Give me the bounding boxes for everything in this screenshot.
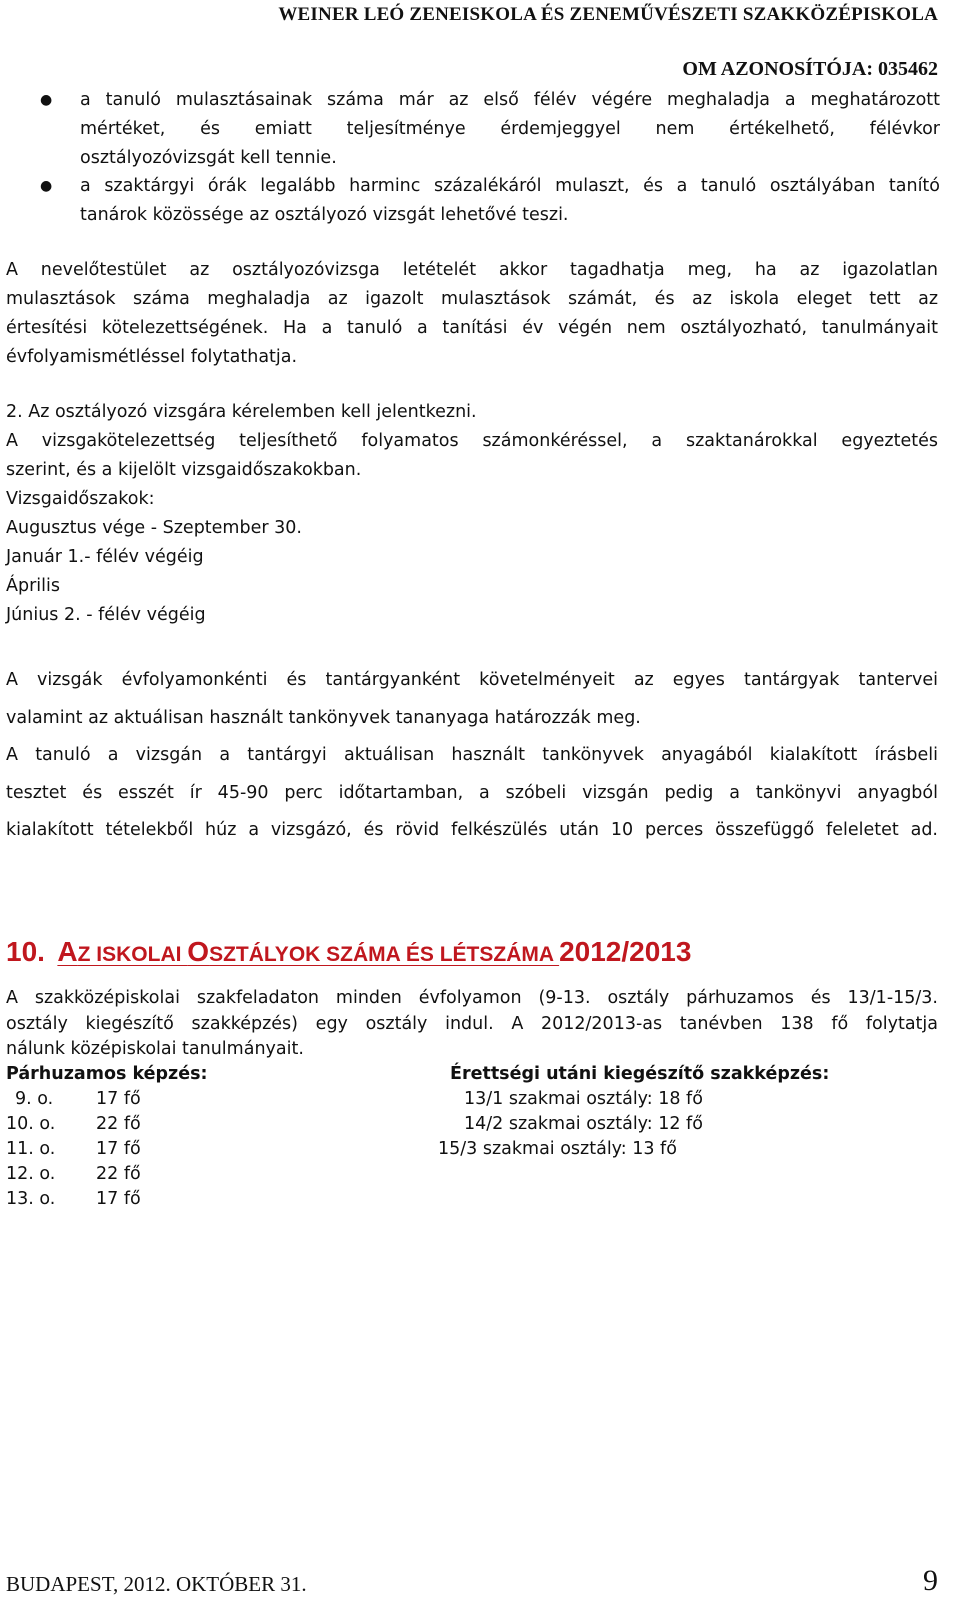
bullet-marker: ● [40,92,53,108]
bullet-line: mértéket, és emiatt teljesítménye érdemjeggyel nem értékelhető, félévkor [80,119,940,139]
class-row [6,1162,208,1187]
bullet-line: osztályozóvizsgát kell tennie. [80,148,337,168]
class-code: 11. o. [6,1139,56,1159]
footer-place-date: BUDAPEST, 2012. OKTÓBER 31. [6,1572,307,1596]
parallel-training-list [6,1062,208,1212]
school-name-header: WEINER LEÓ ZENEISKOLA ÉS ZENEMŰVÉSZETI SZAKKÖZÉPISKOLA [278,4,938,25]
class-code: 9. o. [15,1089,54,1109]
class-count: 22 fő [96,1114,141,1134]
period-item: Június 2. - félév végéig [6,605,206,625]
class-row [6,1137,208,1162]
text-line: A tanuló a vizsgán a tantárgyi aktuálisan használt tankönyvek anyagából kialakított írásbeli [6,745,938,765]
class-code: 12. o. [6,1164,56,1184]
text-line: osztály kiegészítő szakképzés) egy osztály indul. A 2012/2013-as tanévben 138 fő folytatja [6,1013,938,1034]
class-code: 10. o. [6,1114,56,1134]
title-part: O [187,936,210,967]
period-item: Augusztus vége - Szeptember 30. [6,518,302,538]
bullet-line: a tanuló mulasztásainak száma már az első félév végére meghaladja a meghatározott [80,90,940,110]
point-2-heading: 2. Az osztályozó vizsgára kérelemben kell jelentkezni. [6,402,477,422]
section-10-intro [6,986,938,1063]
section-number: 10. [6,936,45,967]
om-id-header: OM AZONOSÍTÓJA: 035462 [682,58,938,80]
text-line: nálunk középiskolai tanulmányait. [6,1039,304,1059]
text-line: A vizsgakötelezettség teljesíthető folyamatos számonkéréssel, a szaktanárokkal egyeztetés [6,431,938,451]
class-count: 17 fő [96,1089,141,1109]
periods-label: Vizsgaidőszakok: [6,489,155,509]
text-line: A vizsgák évfolyamonkénti és tantárgyanként követelményeit az egyes tantárgyak tantervei [6,670,938,690]
class-row [6,1187,208,1212]
bullet-marker: ● [40,178,53,194]
supplementary-training-list [438,1062,830,1162]
bullet-item-1 [80,86,940,173]
class-count: 17 fő [96,1189,141,1209]
bullet-line: tanárok közössége az osztályozó vizsgát lehetővé teszi. [80,205,569,225]
class-row [6,1112,208,1137]
text-line: valamint az aktuálisan használt tankönyvek tananyaga határozzák meg. [6,707,641,728]
supplementary-row: 13/1 szakmai osztály: 18 fő [464,1089,703,1109]
text-line: A nevelőtestület az osztályozóvizsga letételét akkor tagadhatja meg, ha az igazolatlan [6,260,938,280]
section-10-title [6,936,691,968]
text-line: szerint, és a kijelölt vizsgaidőszakokban. [6,460,362,480]
period-item: Január 1.- félév végéig [6,547,204,567]
class-count: 17 fő [96,1139,141,1159]
title-part: A [57,936,78,967]
text-line: kialakított tételekből húz a vizsgázó, és rövid felkészülés után 10 perces összefüggő feleletet ad. [6,820,938,840]
text-line: évfolyamismétléssel folytathatja. [6,347,298,367]
title-part: SZTÁLYOK SZÁMA ÉS LÉTSZÁMA [209,943,560,966]
text-line: A szakközépiskolai szakfeladaton minden évfolyamon (9-13. osztály párhuzamos és 13/1-15/3. [6,988,938,1008]
class-row [6,1087,208,1112]
paragraph-requirements [6,662,938,850]
point-2-section [6,398,938,630]
period-item: Április [6,576,60,596]
supplementary-row: 14/2 szakmai osztály: 12 fő [464,1114,703,1134]
text-line: tesztet és esszét ír 45-90 perc időtartamban, a szóbeli vizsgán pedig a tankönyvi anyagból [6,782,938,803]
bullet-line: a szaktárgyi órák legalább harminc százalékáról mulaszt, és a tanuló osztályában tanító [80,176,940,196]
section-title-text [57,936,560,967]
class-code: 13. o. [6,1189,56,1209]
bullet-item-2 [80,172,940,230]
title-part: Z ISKOLAI [77,943,188,966]
parallel-heading: Párhuzamos képzés: [6,1064,208,1084]
text-line: értesítési kötelezettségének. Ha a tanuló a tanítási év végén nem osztályozható, tanulmányait [6,318,938,338]
supplementary-heading: Érettségi utáni kiegészítő szakképzés: [450,1064,830,1084]
text-line: mulasztások száma meghaladja az igazolt mulasztások számát, és az iskola eleget tett az [6,289,938,309]
paragraph-exam-refusal [6,256,938,372]
class-count: 22 fő [96,1164,141,1184]
page-number: 9 [923,1564,938,1597]
supplementary-row: 15/3 szakmai osztály: 13 fő [438,1139,677,1159]
title-part: 2012/2013 [559,936,692,967]
